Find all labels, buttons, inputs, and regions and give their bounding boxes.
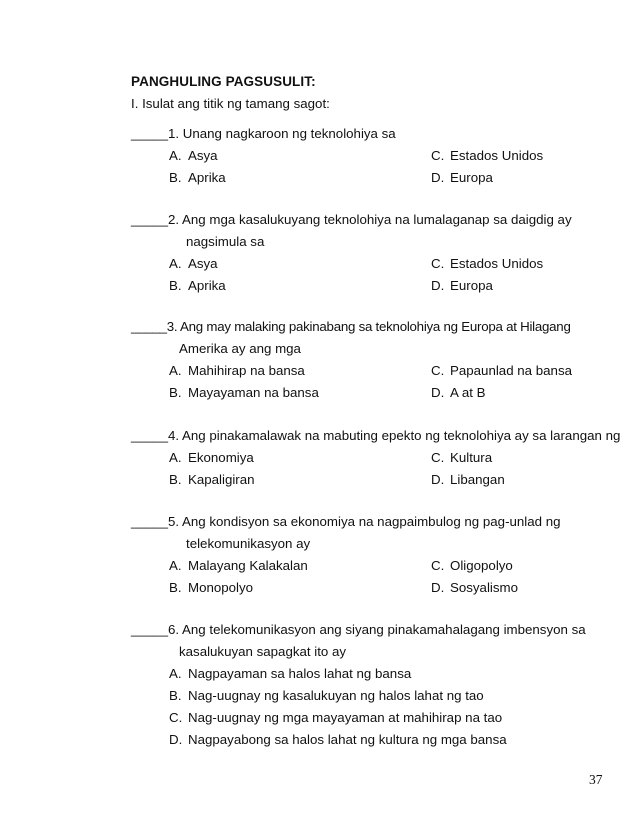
choice-letter: C. bbox=[431, 148, 445, 163]
choice-letter: C. bbox=[169, 710, 183, 725]
choice-a bbox=[169, 666, 411, 681]
choice-text: Libangan bbox=[450, 472, 505, 487]
instruction-text: I. Isulat ang titik ng tamang sagot: bbox=[131, 96, 330, 111]
answer-blank: _____ bbox=[131, 622, 168, 637]
question-continuation: kasalukuyan sapagkat ito ay bbox=[179, 644, 347, 659]
choice-a bbox=[169, 450, 254, 465]
answer-blank: _____ bbox=[131, 126, 168, 141]
question-text: 3. Ang may malaking pakinabang sa teknolohiya ng Europa at Hilagang bbox=[166, 319, 571, 334]
choice-b bbox=[169, 472, 255, 487]
page-title: PANGHULING PAGSUSULIT: bbox=[131, 74, 316, 89]
choice-text: Nagpayabong sa halos lahat ng kultura ng mga bansa bbox=[188, 732, 507, 747]
choice-letter: D. bbox=[431, 170, 445, 185]
choice-letter: D. bbox=[169, 732, 183, 747]
choice-a bbox=[169, 363, 305, 378]
choice-text: Monopolyo bbox=[188, 580, 254, 595]
choice-d bbox=[431, 385, 485, 400]
choice-c bbox=[431, 148, 543, 163]
choice-c bbox=[431, 256, 543, 271]
choice-b bbox=[169, 170, 226, 185]
choice-c bbox=[431, 450, 492, 465]
choice-letter: A. bbox=[169, 666, 182, 681]
choice-text: Europa bbox=[450, 170, 493, 185]
choice-b bbox=[169, 688, 484, 703]
question-text: 1. Unang nagkaroon ng teknolohiya sa bbox=[167, 126, 396, 141]
choice-letter: D. bbox=[431, 278, 445, 293]
choice-text: Ekonomiya bbox=[188, 450, 254, 465]
choice-letter: B. bbox=[169, 385, 182, 400]
choice-text: Mayayaman na bansa bbox=[188, 385, 319, 400]
question-continuation: nagsimula sa bbox=[186, 234, 265, 249]
choice-c bbox=[431, 558, 513, 573]
choice-letter: C. bbox=[431, 450, 445, 465]
choice-letter: B. bbox=[169, 278, 182, 293]
choice-a bbox=[169, 148, 218, 163]
question-continuation: telekomunikasyon ay bbox=[186, 536, 311, 551]
choice-text: Europa bbox=[450, 278, 493, 293]
choice-letter: C. bbox=[431, 256, 445, 271]
question-text: 2. Ang mga kasalukuyang teknolohiya na lumalaganap sa daigdig ay bbox=[167, 212, 572, 227]
choice-text: A at B bbox=[450, 385, 486, 400]
question-line bbox=[131, 622, 586, 637]
choice-text: Aprika bbox=[188, 170, 226, 185]
choice-b bbox=[169, 580, 253, 595]
question-line bbox=[131, 514, 561, 529]
choice-letter: D. bbox=[431, 385, 445, 400]
question-line bbox=[131, 319, 571, 334]
choice-letter: B. bbox=[169, 688, 182, 703]
question-line bbox=[131, 212, 572, 227]
question-text: 6. Ang telekomunikasyon ang siyang pinakamahalagang imbensyon sa bbox=[167, 622, 586, 637]
question-line bbox=[131, 126, 396, 141]
choice-text: Estados Unidos bbox=[450, 256, 544, 271]
choice-c bbox=[169, 710, 502, 725]
choice-text: Asya bbox=[188, 148, 218, 163]
choice-d bbox=[169, 732, 507, 747]
choice-letter: B. bbox=[169, 580, 182, 595]
question-continuation: Amerika ay ang mga bbox=[179, 341, 301, 356]
choice-text: Oligopolyo bbox=[450, 558, 513, 573]
choice-text: Sosyalismo bbox=[450, 580, 518, 595]
choice-c bbox=[431, 363, 572, 378]
choice-b bbox=[169, 278, 226, 293]
choice-text: Nagpayaman sa halos lahat ng bansa bbox=[188, 666, 412, 681]
question-line bbox=[131, 428, 620, 443]
choice-text: Asya bbox=[188, 256, 218, 271]
choice-letter: A. bbox=[169, 256, 182, 271]
choice-text: Kultura bbox=[450, 450, 493, 465]
choice-letter: A. bbox=[169, 558, 182, 573]
choice-text: Aprika bbox=[188, 278, 226, 293]
choice-letter: D. bbox=[431, 580, 445, 595]
answer-blank: _____ bbox=[131, 319, 167, 334]
choice-b bbox=[169, 385, 319, 400]
question-text: 4. Ang pinakamalawak na mabuting epekto ng teknolohiya ay sa larangan ng bbox=[167, 428, 621, 443]
choice-letter: A. bbox=[169, 450, 182, 465]
choice-text: Nag-uugnay ng mga mayayaman at mahihirap na tao bbox=[188, 710, 503, 725]
choice-text: Kapaligiran bbox=[188, 472, 255, 487]
page-number: 37 bbox=[589, 772, 603, 787]
choice-a bbox=[169, 256, 218, 271]
choice-d bbox=[431, 580, 518, 595]
choice-d bbox=[431, 278, 493, 293]
choice-text: Malayang Kalakalan bbox=[188, 558, 308, 573]
answer-blank: _____ bbox=[131, 212, 168, 227]
choice-d bbox=[431, 170, 493, 185]
choice-letter: D. bbox=[431, 472, 445, 487]
answer-blank: _____ bbox=[131, 428, 168, 443]
choice-text: Nag-uugnay ng kasalukuyan ng halos lahat ng tao bbox=[188, 688, 484, 703]
choice-letter: C. bbox=[431, 558, 445, 573]
choice-letter: A. bbox=[169, 363, 182, 378]
choice-text: Papaunlad na bansa bbox=[450, 363, 572, 378]
answer-blank: _____ bbox=[131, 514, 168, 529]
question-text: 5. Ang kondisyon sa ekonomiya na nagpaimbulog ng pag-unlad ng bbox=[167, 514, 561, 529]
choice-letter: B. bbox=[169, 472, 182, 487]
choice-a bbox=[169, 558, 308, 573]
choice-letter: A. bbox=[169, 148, 182, 163]
choice-letter: C. bbox=[431, 363, 445, 378]
choice-text: Estados Unidos bbox=[450, 148, 544, 163]
choice-letter: B. bbox=[169, 170, 182, 185]
choice-d bbox=[431, 472, 505, 487]
choice-text: Mahihirap na bansa bbox=[188, 363, 305, 378]
